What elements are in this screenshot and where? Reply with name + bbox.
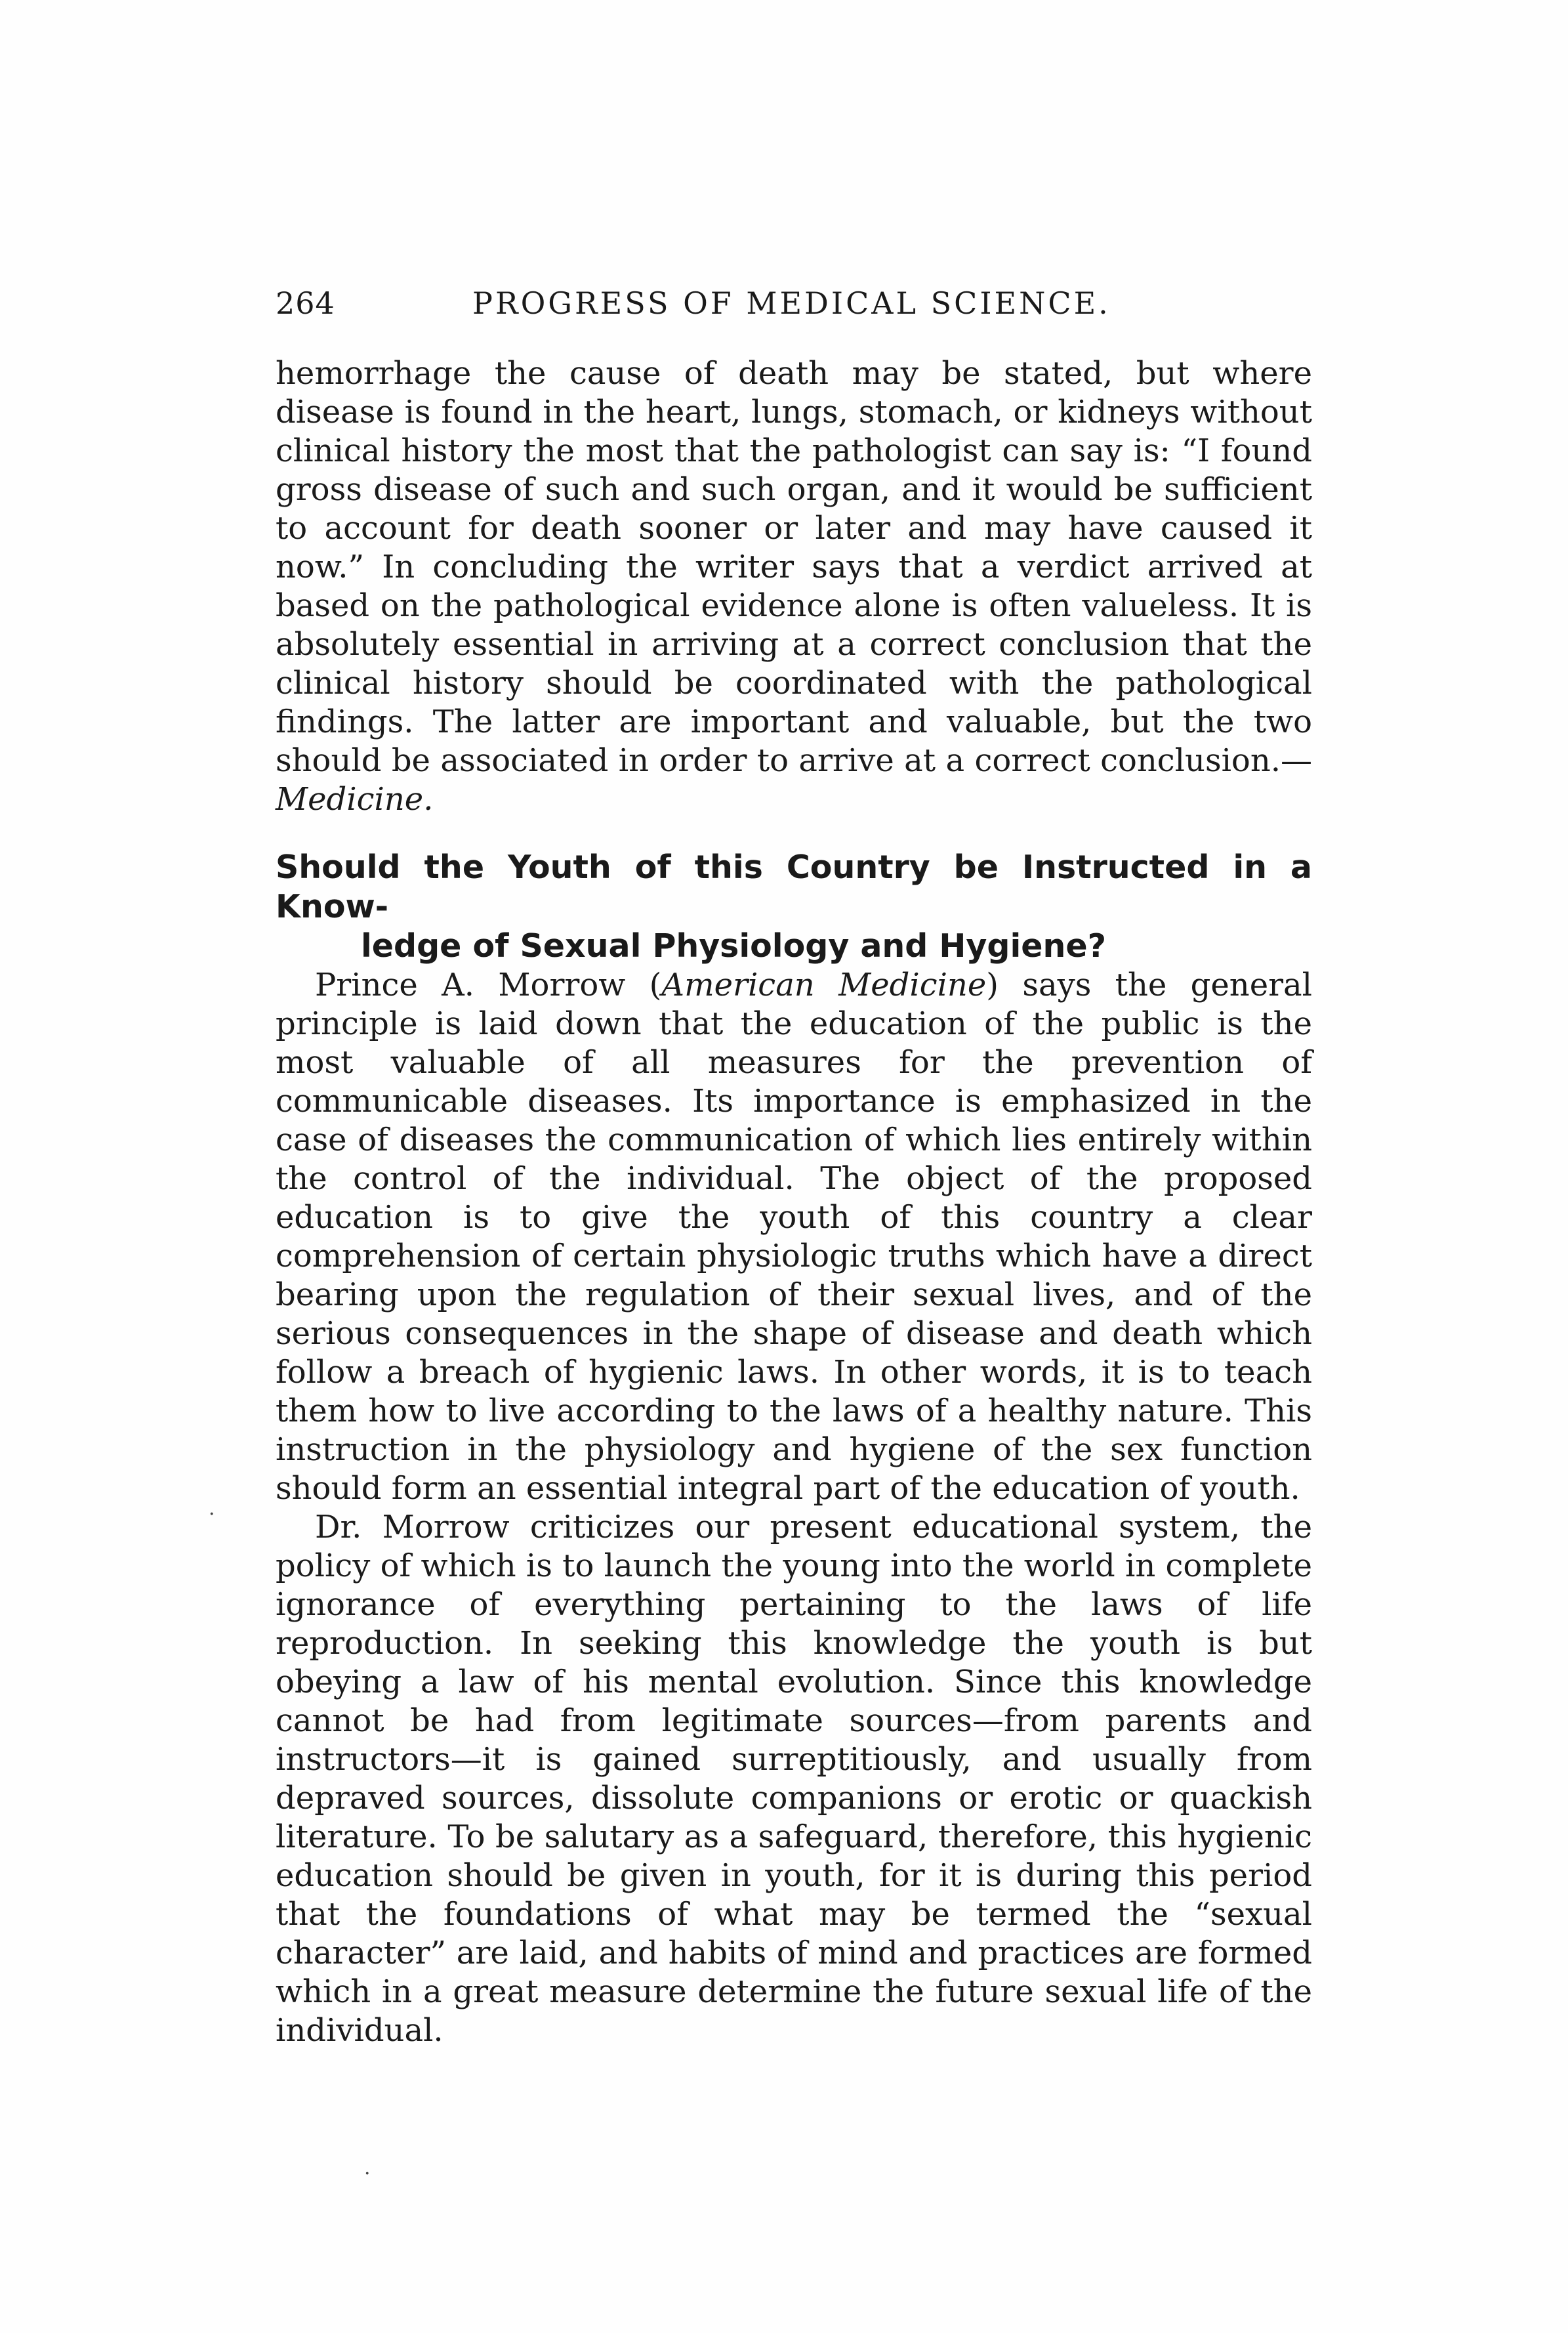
section-spacer (276, 819, 1312, 848)
paragraph-1-start: Prince A. Morrow ( (315, 967, 662, 1003)
page-number: 264 (276, 285, 335, 321)
continuation-paragraph (276, 354, 1312, 819)
section-heading-line-2: ledge of Sexual Physiology and Hygiene? (361, 927, 1107, 965)
running-head (276, 285, 1312, 325)
paragraph-1-rest: ) says the general principle is laid down that the education of the public is the most valuable of all measures for the prevention of communicable diseases. Its importance is emphasized in the case of diseases the communication of which lies entirely within the control of the individual. The object of the proposed education is to give the youth of this country a clear comprehension of certain physiologic truths which have a direct bearing upon the regulation of their sexual lives, and of the serious consequences in the shape of disease and death which follow a breach of hygienic laws. In other words, it is to teach them how to live according to the laws of a healthy nature. This instruction in the physiology and hygiene of the sex function should form an essential integral part of the education of youth. (276, 967, 1313, 1507)
source-citation: Medicine. (276, 781, 434, 818)
running-head-title: PROGRESS OF MEDICAL SCIENCE. (472, 285, 1111, 321)
body-text (276, 354, 1312, 2050)
margin-speck: · (209, 1503, 215, 1526)
section-paragraph-2: Dr. Morrow criticizes our present educational system, the policy of which is to launch the young into the world in complete ignorance of everything pertaining to the laws of life reproduction. In seeking this knowledge the youth is but obeying a law of his mental evolution. Since this knowledge cannot be had from legitimate sources—from parents and instructors—it is gained surreptitiously, and usually from depraved sources, dissolute companions or erotic or quackish literature. To be salutary as a safeguard, therefore, this hygienic education should be given in youth, for it is during this period that the foundations of what may be termed the “sexual character” are laid, and habits of mind and practices are formed which in a great measure determine the future sexual life of the individual. (276, 1509, 1312, 2049)
section-heading-line-1: Should the Youth of this Country be Instructed in a Know- (276, 849, 1312, 925)
section-heading (276, 848, 1312, 966)
section-paragraph-1 (276, 966, 1312, 1508)
margin-speck: · (364, 2162, 371, 2185)
continuation-text: hemorrhage the cause of death may be stated, but where disease is found in the heart, lungs, stomach, or kidneys without clinical history the most that the pathologist can say is: “I found gross disease of such and such organ, and it would be sufficient to account for death sooner or later and may have caused it now.” In concluding the writer says that a verdict arrived at based on the pathological evidence alone is often valueless. It is absolutely essential in arriving at a correct conclusion that the clinical history should be coordinated with the pathological findings. The latter are important and valuable, but the two should be associated in order to arrive at a correct conclusion.— (276, 355, 1312, 779)
journal-citation: American Medicine (661, 967, 987, 1003)
